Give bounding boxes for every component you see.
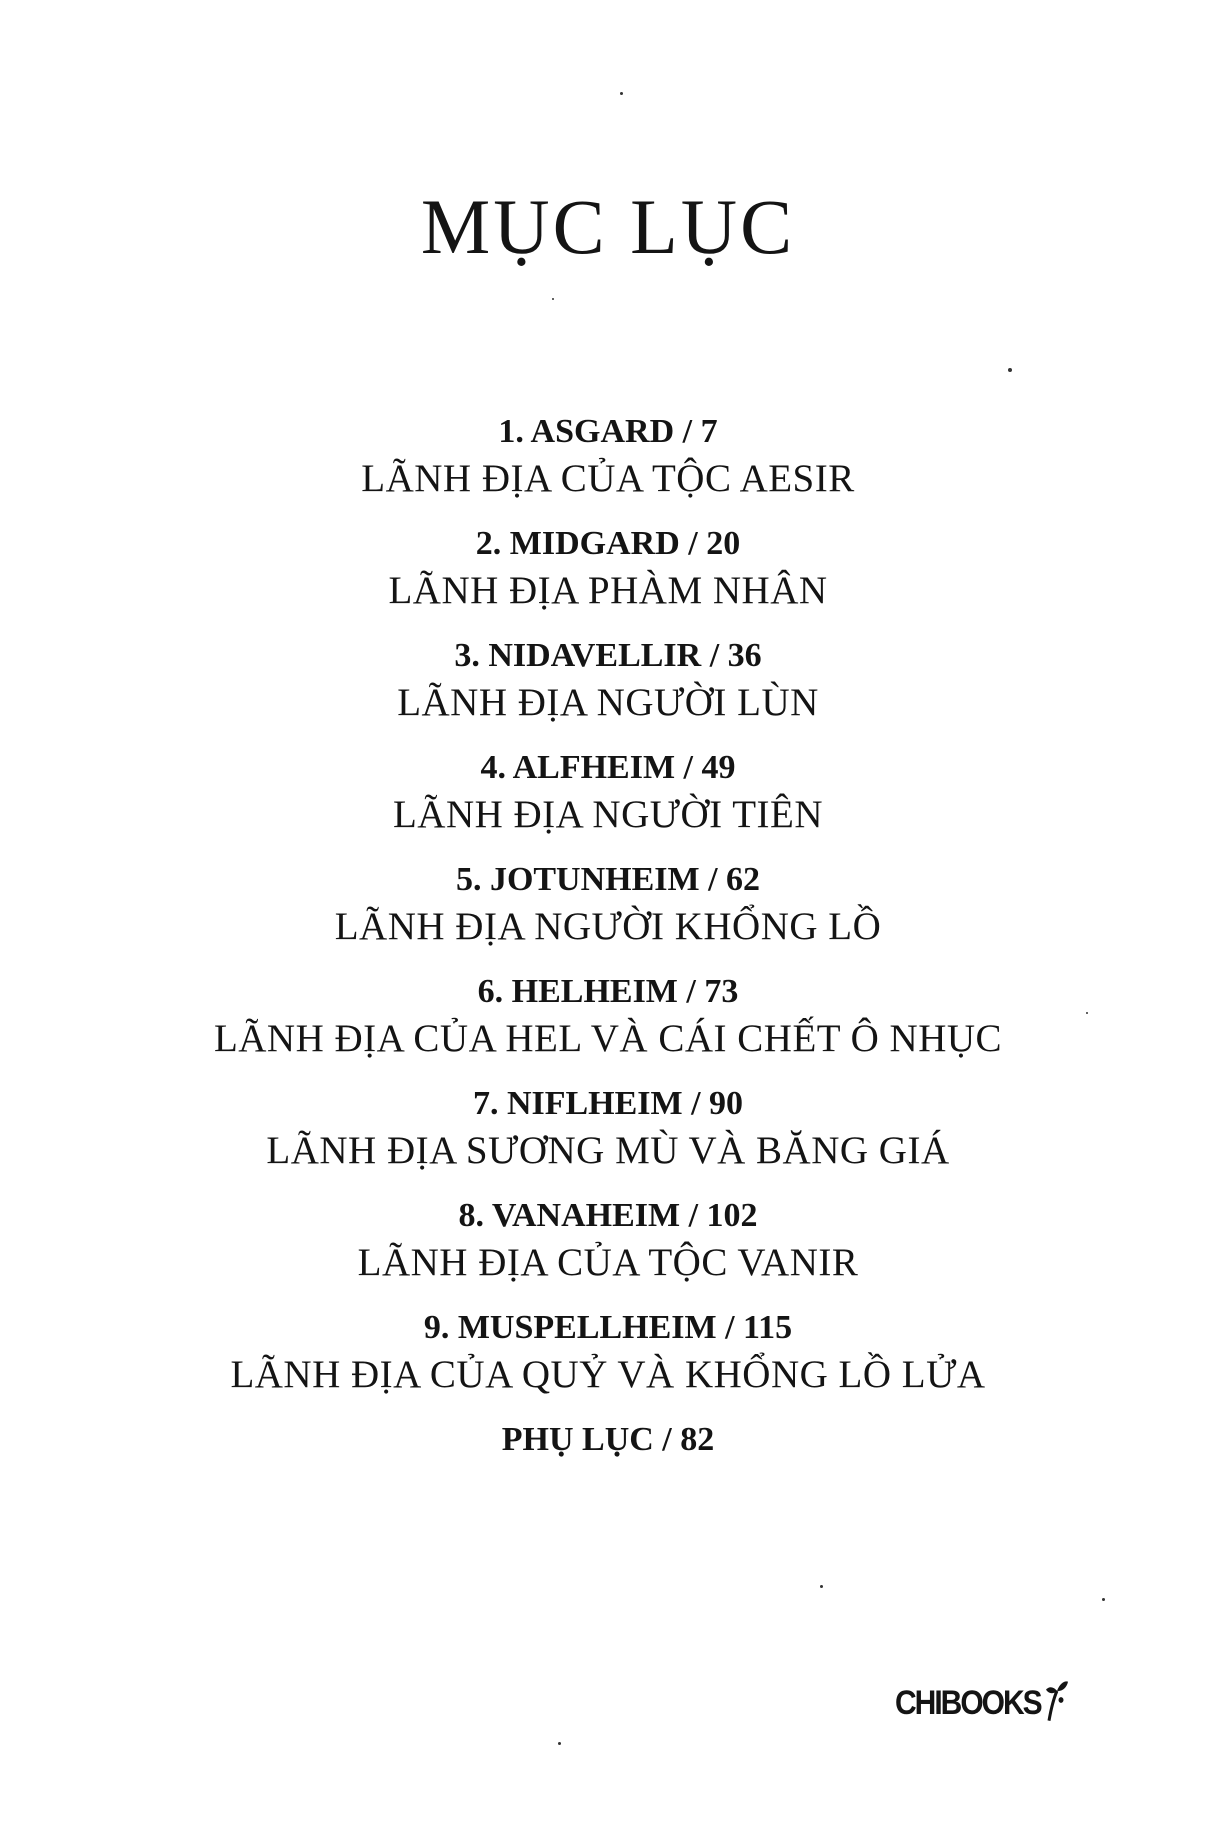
toc-entry-heading: 6. HELHEIM / 73 [477,973,739,1010]
scan-speck [820,1585,823,1588]
toc-entry-heading: 7. NIFLHEIM / 90 [472,1085,744,1122]
toc-entry-1[interactable] [0,410,1216,503]
toc-entry-subtitle: LÃNH ĐỊA CỦA TỘC AESIR [361,457,855,500]
scan-speck [1102,1598,1105,1601]
toc-entry-4[interactable] [0,746,1216,839]
toc-entry-3[interactable] [0,634,1216,727]
toc-appendix[interactable]: PHỤ LỤC / 82 [501,1421,715,1458]
toc-entry-6[interactable] [0,970,1216,1063]
toc-entry-9[interactable] [0,1306,1216,1399]
toc-entry-heading: 3. NIDAVELLIR / 36 [454,637,762,674]
toc-entry-subtitle: LÃNH ĐỊA CỦA TỘC VANIR [357,1241,859,1284]
toc-entry-subtitle: LÃNH ĐỊA CỦA HEL VÀ CÁI CHẾT Ô NHỤC [213,1017,1003,1060]
scan-speck [552,298,554,300]
scan-speck [1086,1012,1088,1014]
publisher-logo [895,1677,1069,1723]
toc-entry-subtitle: LÃNH ĐỊA CỦA QUỶ VÀ KHỔNG LỒ LỬA [230,1353,986,1396]
toc-entry-subtitle: LÃNH ĐỊA NGƯỜI TIÊN [392,793,824,836]
toc-entry-heading: 2. MIDGARD / 20 [475,525,741,562]
toc-entry-subtitle: LÃNH ĐỊA NGƯỜI KHỔNG LỒ [334,905,882,948]
sprout-icon [1043,1677,1069,1723]
toc-entry-2[interactable] [0,522,1216,615]
scan-speck [558,1742,561,1745]
scan-speck [1008,368,1012,372]
toc-entry-heading: 1. ASGARD / 7 [498,413,718,450]
toc-entry-subtitle: LÃNH ĐỊA NGƯỜI LÙN [397,681,819,724]
toc-entry-heading: 4. ALFHEIM / 49 [480,749,736,786]
publisher-logo-text: CHIBOOKS [895,1683,1041,1722]
toc-entry-subtitle: LÃNH ĐỊA SƯƠNG MÙ VÀ BĂNG GIÁ [266,1129,950,1172]
scan-speck [620,92,623,95]
toc-entry-subtitle: LÃNH ĐỊA PHÀM NHÂN [388,569,828,612]
table-of-contents [0,410,1216,1462]
toc-entry-heading: 9. MUSPELLHEIM / 115 [423,1309,793,1346]
toc-entry-7[interactable] [0,1082,1216,1175]
toc-entry-8[interactable] [0,1194,1216,1287]
toc-entry-5[interactable] [0,858,1216,951]
page-title: MỤC LỤC [420,183,796,270]
toc-entry-heading: 8. VANAHEIM / 102 [458,1197,758,1234]
toc-entry-heading: 5. JOTUNHEIM / 62 [455,861,761,898]
